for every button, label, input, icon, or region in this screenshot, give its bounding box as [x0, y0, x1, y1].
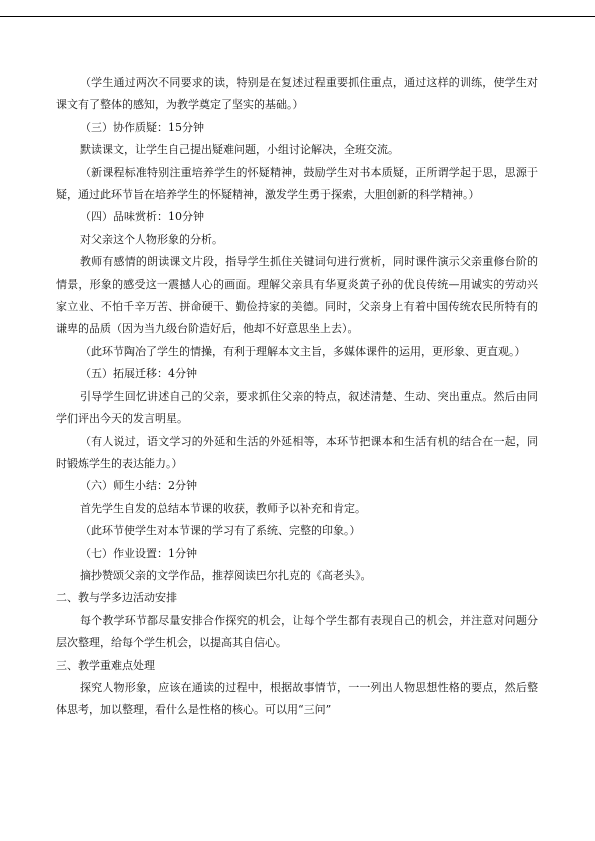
paragraph: （新课程标准特别注重培养学生的怀疑精神，鼓励学生对书本质疑，正所谓学起于思，思源于疑，通过此环节旨在培养学生的怀疑精神，激发学生勇于探索，大胆创新的科学精神。）: [56, 165, 538, 202]
paragraph: 首先学生自发的总结本节课的收获，教师予以补充和肯定。: [80, 501, 366, 515]
section-heading: （六）师生小结：2分钟: [80, 479, 197, 493]
header-rule: [0, 16, 595, 17]
section-heading: （七）作业设置：1分钟: [80, 546, 197, 560]
paragraph: 对父亲这个人物形象的分析。: [80, 232, 223, 246]
paragraph: （此环节使学生对本节课的学习有了系统、完整的印象。）: [80, 524, 361, 538]
paragraph: （此环节陶冶了学生的情操，有利于理解本文主旨，多媒体课件的运用，更形象、更直观。）: [80, 344, 526, 358]
paragraph: 教师有感情的朗读课文片段，指导学生抓住关键词句进行赏析，同时课件演示父亲重修台阶的情景，形象的感受这一震撼人心的画面。理解父亲具有华夏炎黄子孙的优良传统—用诚实的劳动兴家立业、不怕千辛万苦、拼命硬干、勤俭持家的美德。同时，父亲身上有着中国传统农民所特有的谦卑的品质（因为当九级台阶造好后，他却不好意思坐上去）。: [56, 255, 538, 336]
chapter-heading: 二、教与学多边活动安排: [56, 591, 177, 605]
paragraph: 引导学生回忆讲述自己的父亲，要求抓住父亲的特点，叙述清楚、生动、突出重点。然后由同学们评出今天的发言明星。: [56, 389, 538, 426]
chapter-heading: 三、教学重难点处理: [56, 658, 155, 672]
paragraph: （学生通过两次不同要求的读，特别是在复述过程重要抓住重点，通过这样的训练，使学生对课文有了整体的感知，为教学奠定了坚实的基础。）: [56, 76, 538, 112]
paragraph: 每个教学环节都尽量安排合作探究的机会，让每个学生都有表现自己的机会，并注意对问题分层次整理，给每个学生机会，以提高其自信心。: [56, 613, 538, 650]
document-page: [56, 72, 538, 722]
section-heading: （四）品味赏析：10分钟: [80, 210, 204, 224]
paragraph: 摘抄赞颂父亲的文学作品，推荐阅读巴尔扎克的《高老头》。: [80, 568, 372, 582]
paragraph: （有人说过，语文学习的外延和生活的外延相等，本环节把课本和生活有机的结合在一起，同时锻炼学生的表达能力。）: [56, 434, 538, 470]
paragraph: 探究人物形象，应该在通读的过程中，根据故事情节，一一列出人物思想性格的要点，然后整体思考，加以整理，看什么是性格的核心。可以用“三问”: [56, 680, 538, 717]
section-heading: （三）协作质疑：15分钟: [80, 120, 204, 134]
section-heading: （五）拓展迁移：4分钟: [80, 367, 197, 381]
paragraph: 默读课文，让学生自己提出疑难问题，小组讨论解决，全班交流。: [80, 143, 399, 157]
